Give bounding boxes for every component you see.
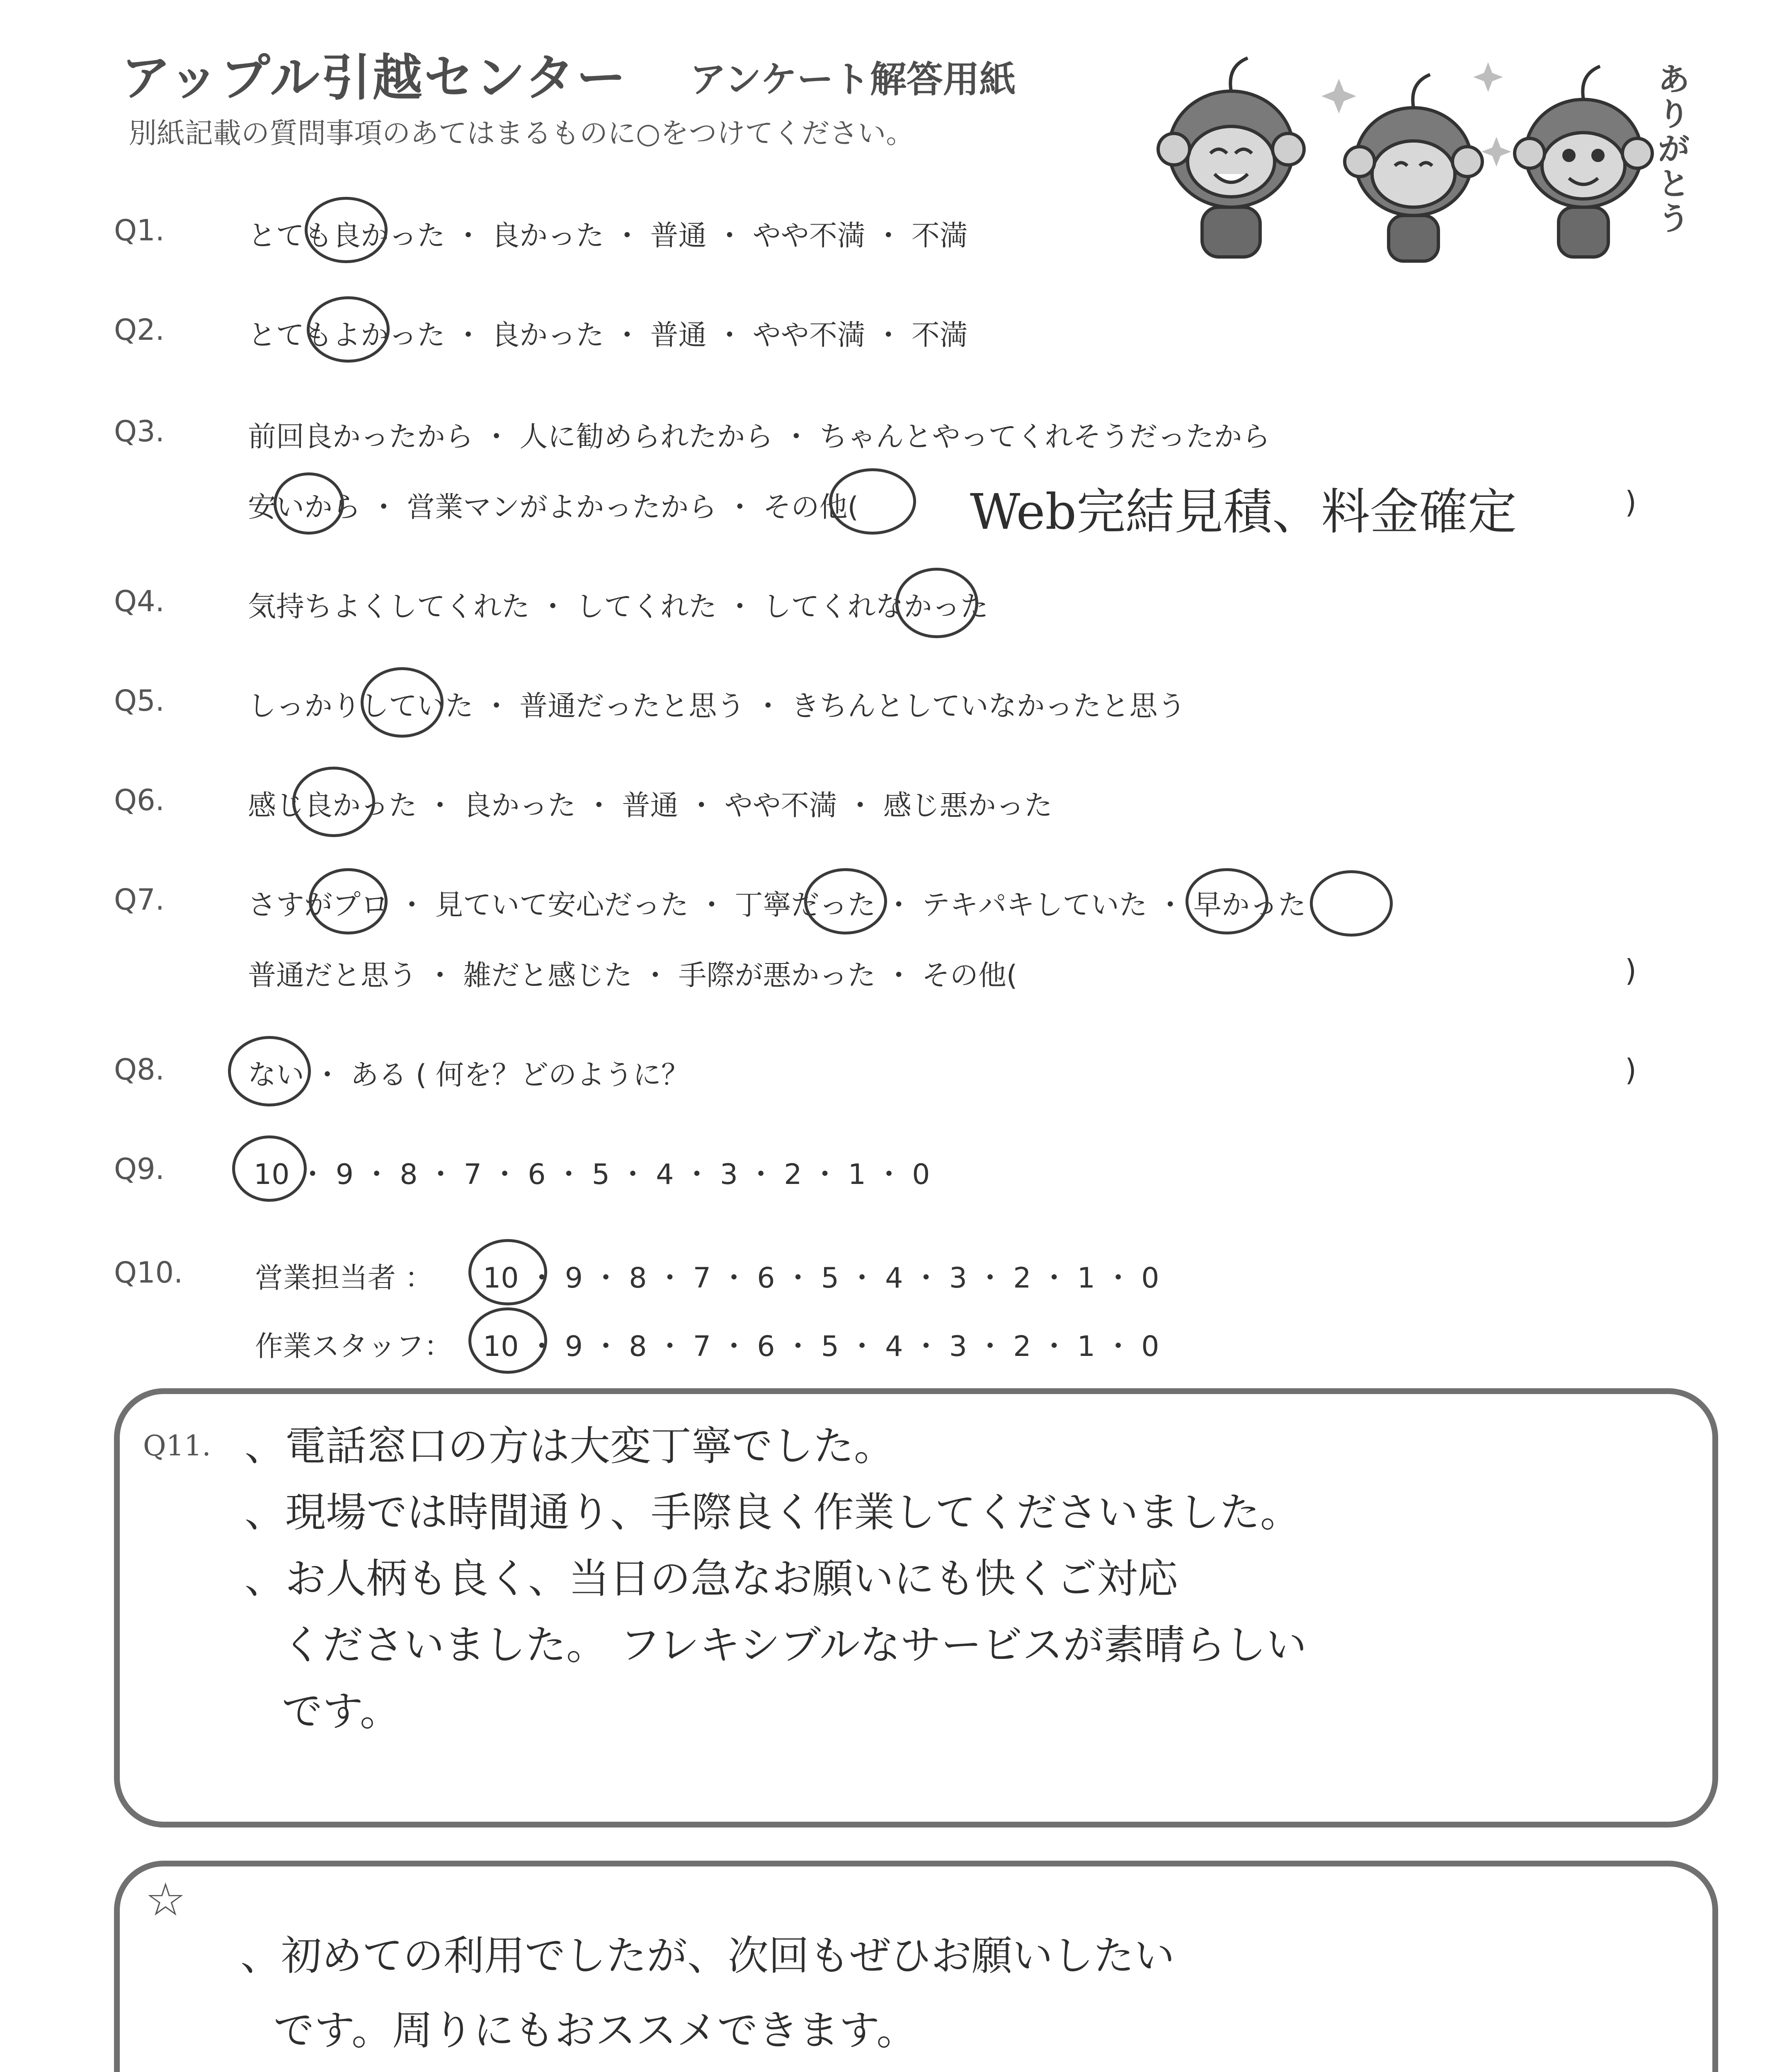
q11-comment-line: 、電話窓口の方は大変丁寧でした。 <box>245 1423 895 1470</box>
monkey-mascot-icon <box>1148 54 1695 269</box>
q2-options: とてもよかった ・ 良かった ・ 普通 ・ やや不満 ・ 不満 <box>248 319 968 352</box>
q4-label: Q4. <box>114 584 165 618</box>
q7-close-paren: ) <box>1625 953 1637 988</box>
q3-close-paren: ) <box>1625 485 1637 520</box>
answer-circle-mark <box>309 868 388 934</box>
q5-options: しっかりしていた ・ 普通だったと思う ・ きちんとしていなかったと思う <box>248 690 1186 723</box>
q10-staff-scale: 10 ・ 9 ・ 8 ・ 7 ・ 6 ・ 5 ・ 4 ・ 3 ・ 2 ・ 1 ・ 0 <box>483 1330 1159 1363</box>
q1-options: とても良かった ・ 良かった ・ 普通 ・ やや不満 ・ 不満 <box>248 220 968 252</box>
q6-label: Q6. <box>114 783 165 817</box>
answer-circle-mark <box>1186 868 1268 934</box>
q10-sales-scale: 10 ・ 9 ・ 8 ・ 7 ・ 6 ・ 5 ・ 4 ・ 3 ・ 2 ・ 1 ・ 0 <box>483 1262 1159 1295</box>
q2-label: Q2. <box>114 313 165 347</box>
form-title: アンケート解答用紙 <box>690 58 1016 101</box>
q7-options-line2: 普通だと思う ・ 雑だと感じた ・ 手際が悪かった ・ その他( <box>248 959 1018 992</box>
thanks-text <box>1658 62 1700 236</box>
q11-comment-line: 、お人柄も良く、当日の急なお願いにも快くご対応 <box>245 1555 1178 1602</box>
q11-comment-line: 、現場では時間通り、手際良く作業してくださいました。 <box>245 1489 1301 1536</box>
answer-circle-mark <box>228 1036 311 1106</box>
q3-options-line2: 安いから ・ 営業マンがよかったから ・ その他( <box>248 491 858 524</box>
answer-circle-mark <box>829 468 916 535</box>
q5-label: Q5. <box>114 684 165 718</box>
q11-comment-line: です。 <box>282 1688 401 1735</box>
answer-circle-mark <box>232 1135 307 1202</box>
answer-circle-mark <box>804 868 887 934</box>
answer-circle-mark <box>292 767 375 837</box>
q3-label: Q3. <box>114 414 165 448</box>
q10-label: Q10. <box>114 1256 183 1290</box>
star-comment-line: です。周りにもおススメできます。 <box>274 2007 917 2054</box>
answer-circle-mark <box>468 1239 547 1305</box>
q8-options: ない ・ ある ( 何を？どのように？ <box>248 1059 689 1092</box>
q9-scale: 10 ・ 9 ・ 8 ・ 7 ・ 6 ・ 5 ・ 4 ・ 3 ・ 2 ・ 1 ・ 0 <box>254 1158 930 1191</box>
q7-label: Q7. <box>114 883 165 917</box>
answer-circle-mark <box>468 1307 547 1374</box>
q10-sales-label: 営業担当者 ： <box>255 1262 433 1295</box>
star-icon: ☆ <box>145 1873 186 1926</box>
answer-circle-mark <box>895 568 978 638</box>
q10-staff-label: 作業スタッフ： <box>255 1330 453 1363</box>
star-comment-line: 、初めての利用でしたが、次回もぜひお願いしたい <box>240 1932 1175 1980</box>
q8-label: Q8. <box>114 1053 165 1087</box>
thanks-label: ありがとう <box>1658 61 1690 237</box>
answer-circle-mark <box>361 667 444 738</box>
q11-comment-line: くださいました。 フレキシブルなサービスが素晴らしい <box>282 1622 1307 1669</box>
q8-close-paren: ) <box>1625 1053 1637 1087</box>
q9-label: Q9. <box>114 1152 165 1186</box>
answer-circle-mark <box>274 472 344 535</box>
q3-other-answer: Web完結見積、料金確定 <box>970 483 1517 540</box>
instruction-text: 別紙記載の質問事項のあてはまるものに○をつけてください。 <box>128 117 914 150</box>
q1-label: Q1. <box>114 213 165 247</box>
q4-options: 気持ちよくしてくれた ・ してくれた ・ してくれなかった <box>248 591 989 623</box>
answer-circle-mark <box>307 296 390 363</box>
q6-options: 感じ良かった ・ 良かった ・ 普通 ・ やや不満 ・ 感じ悪かった <box>248 789 1052 822</box>
answer-circle-mark <box>1310 870 1393 937</box>
company-name: アップル引越センター <box>121 49 628 107</box>
q7-options-line1: さすがプロ ・ 見ていて安心だった ・ 丁寧だった ・ テキパキしていた ・ 早かった <box>248 889 1306 922</box>
answer-circle-mark <box>305 197 388 263</box>
q11-label: Q11. <box>143 1430 211 1462</box>
q3-options-line1: 前回良かったから ・ 人に勧められたから ・ ちゃんとやってくれそうだったから <box>248 421 1270 453</box>
